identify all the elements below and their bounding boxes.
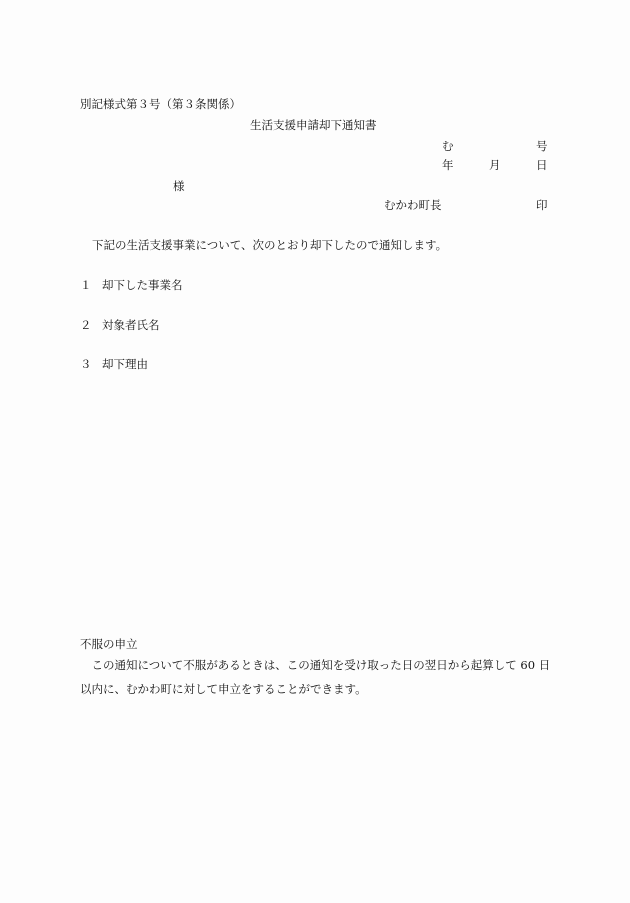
item-1-number: １ <box>80 278 92 292</box>
doc-number-suffix: 号 <box>536 139 548 153</box>
item-2-label: 対象者氏名 <box>102 318 160 332</box>
item-1-label: 却下した事業名 <box>102 278 183 292</box>
item-3-label: 却下理由 <box>102 357 148 371</box>
intro-text: 下記の生活支援事業について、次のとおり却下したので通知します。 <box>92 238 448 252</box>
form-number: 別記様式第３号（第３条関係） <box>80 97 241 111</box>
date-day: 日 <box>536 158 548 172</box>
document-title: 生活支援申請却下通知書 <box>250 118 377 132</box>
date-year: 年 <box>442 158 454 172</box>
doc-number-prefix: む <box>442 139 454 153</box>
seal-mark: 印 <box>536 198 548 212</box>
addressee-suffix: 様 <box>173 179 185 193</box>
issuer: むかわ町長 <box>384 198 442 212</box>
item-3-number: ３ <box>80 357 92 371</box>
appeal-body: この通知について不服があるときは、この通知を受け取った日の翌日から起算して 60 日以内に、むかわ町に対して申立をすることができます。 <box>80 658 551 696</box>
item-2-number: ２ <box>80 318 92 332</box>
appeal-heading: 不服の申立 <box>80 637 138 651</box>
date-month: 月 <box>489 158 501 172</box>
